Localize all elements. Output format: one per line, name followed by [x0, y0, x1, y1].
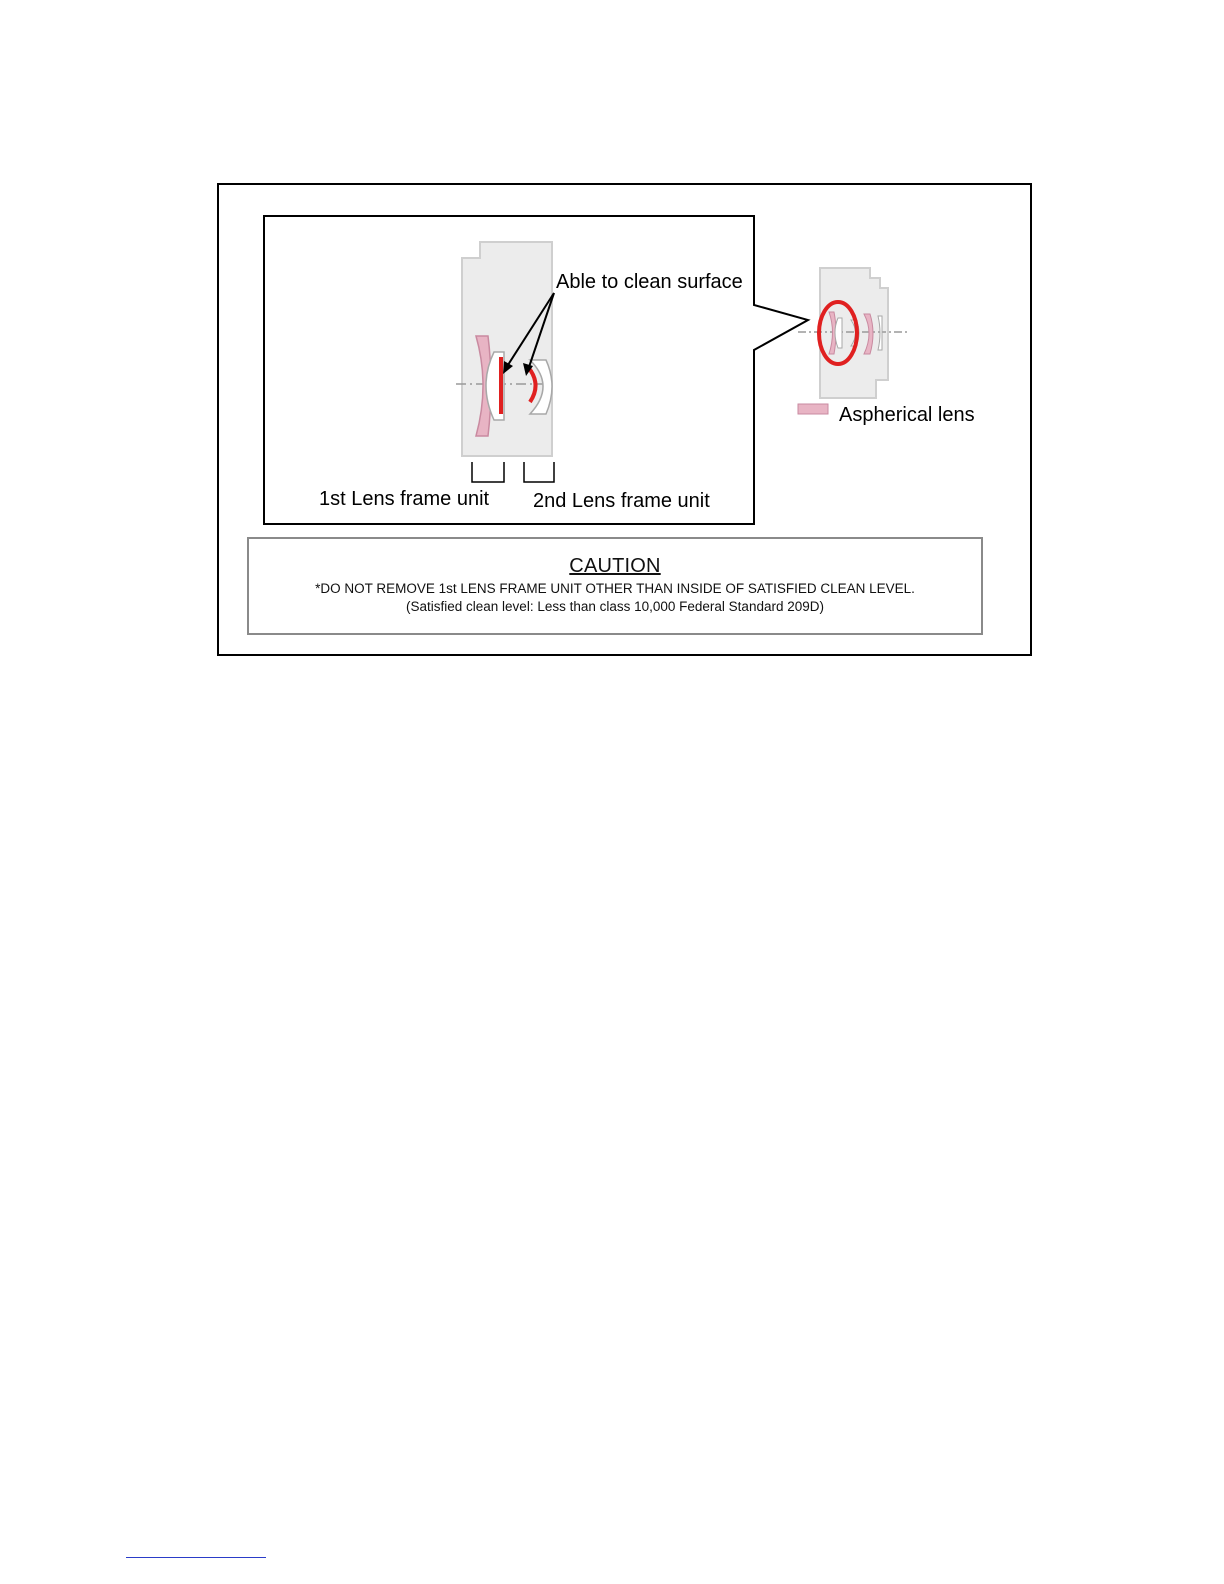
footer-rule: [126, 1557, 266, 1558]
caution-title: CAUTION: [569, 555, 661, 577]
overview-lens-1: [835, 318, 842, 348]
zoomed-lens-section: [456, 242, 552, 456]
overview-housing: [820, 268, 888, 398]
lens-housing: [462, 242, 552, 456]
caution-box: [247, 537, 983, 635]
caution-line-2: (Satisfied clean level: Less than class 10,000 Federal Standard 209D): [406, 599, 824, 614]
legend-aspherical-swatch: [798, 404, 828, 414]
legend-aspherical-label: Aspherical lens: [839, 404, 975, 426]
caution-line-1: *DO NOT REMOVE 1st LENS FRAME UNIT OTHER THAN INSIDE OF SATISFIED CLEAN LEVEL.: [315, 581, 915, 596]
callout-label: Able to clean surface: [556, 271, 743, 293]
lens-overview: [798, 268, 910, 398]
unit-2-label: 2nd Lens frame unit: [533, 490, 710, 512]
unit-1-label: 1st Lens frame unit: [319, 488, 490, 510]
